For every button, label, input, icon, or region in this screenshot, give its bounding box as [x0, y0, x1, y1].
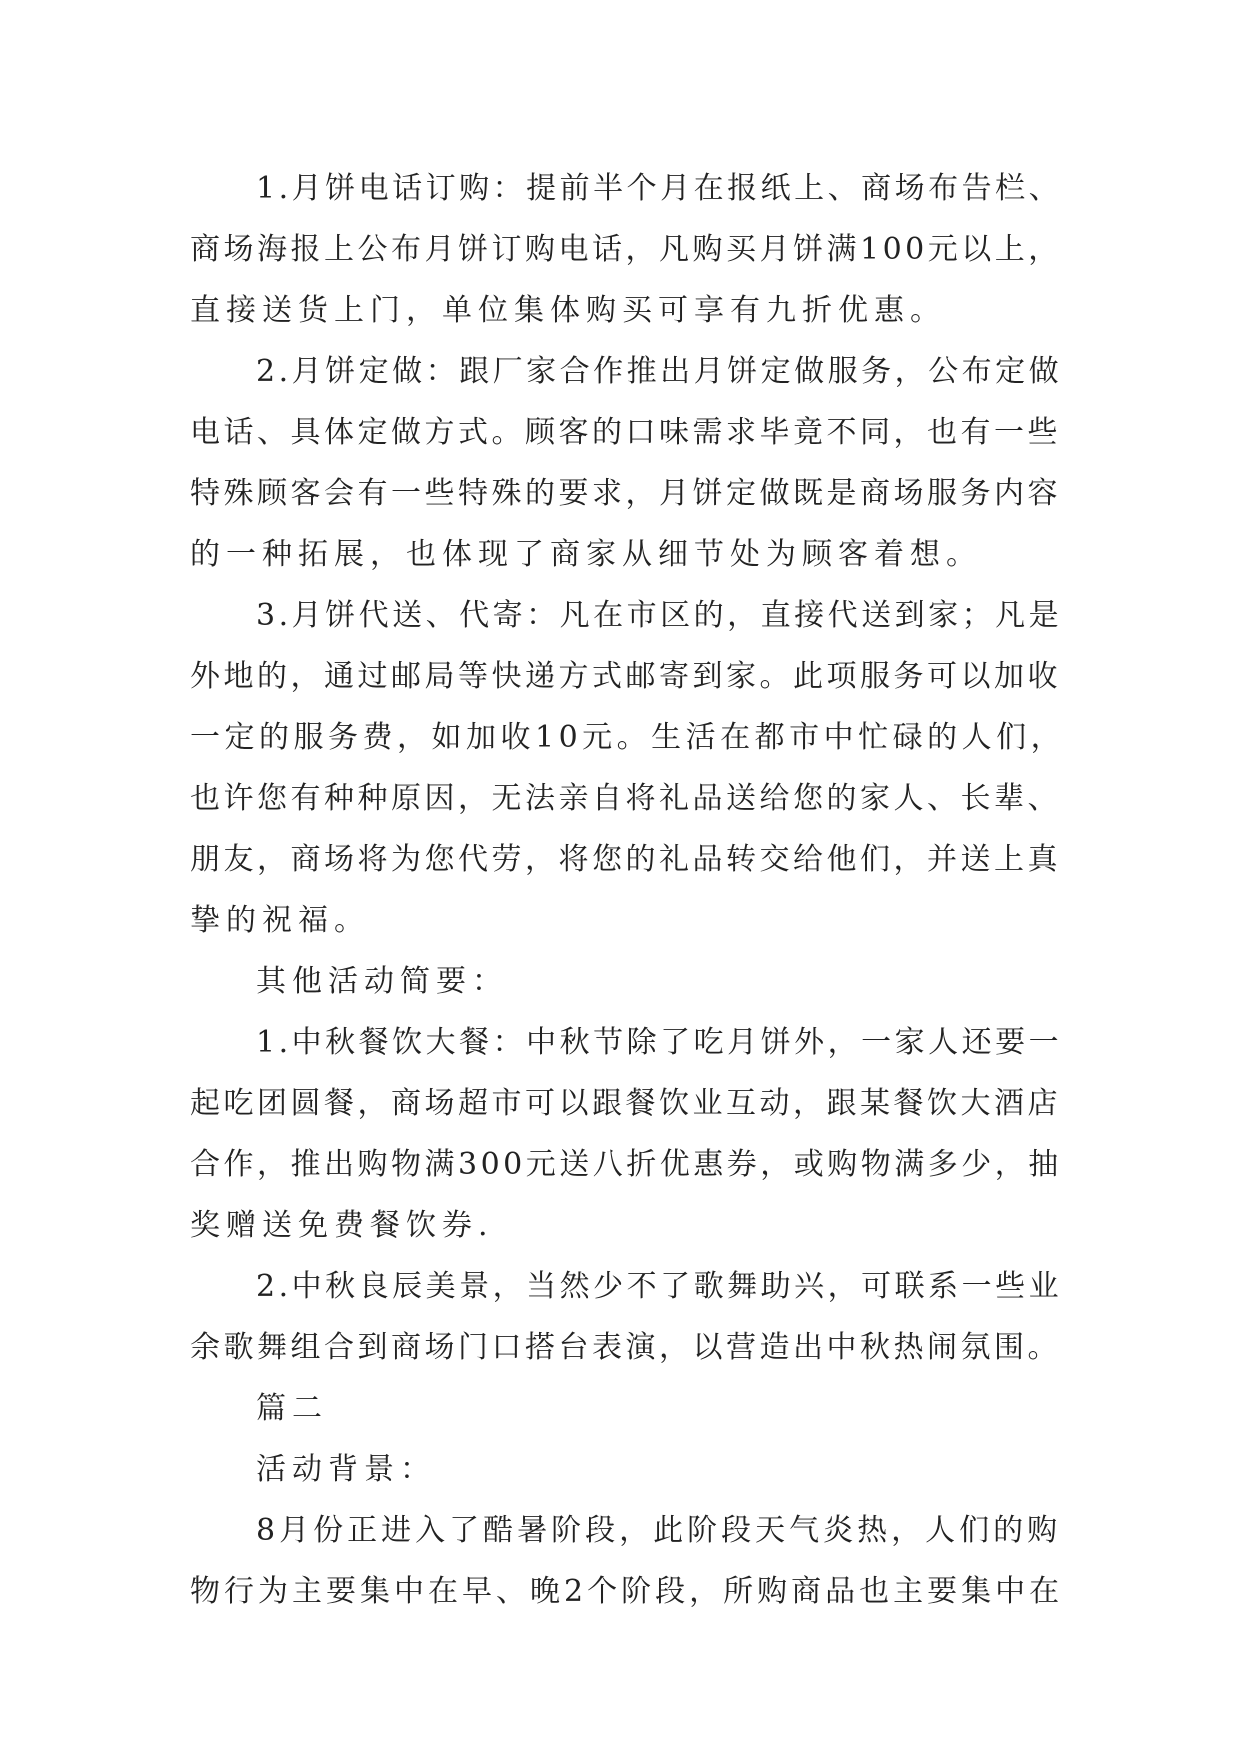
text-line: 3.月饼代送、代寄：凡在市区的，直接代送到家；凡是 [256, 598, 1063, 633]
text-line: 起吃团圆餐，商场超市可以跟餐饮业互动，跟某餐饮大酒店 [190, 1086, 1061, 1121]
text-line: 也许您有种种原因，无法亲自将礼品送给您的家人、长辈、 [190, 781, 1061, 816]
text-line: 朋友，商场将为您代劳，将您的礼品转交给他们，并送上真 [190, 842, 1061, 877]
text-line: 余歌舞组合到商场门口搭台表演，以营造出中秋热闹氛围。 [190, 1330, 1061, 1365]
text-line: 活动背景： [256, 1452, 436, 1487]
text-line: 电话、具体定做方式。顾客的口味需求毕竟不同，也有一些 [190, 415, 1061, 450]
text-line: 物行为主要集中在早、晚2个阶段，所购商品也主要集中在 [190, 1574, 1064, 1609]
text-line: 其他活动简要： [256, 964, 508, 999]
text-line: 合作，推出购物满300元送八折优惠券，或购物满多少，抽 [190, 1147, 1062, 1182]
text-line: 2.月饼定做：跟厂家合作推出月饼定做服务，公布定做 [256, 354, 1063, 389]
text-line: 外地的，通过邮局等快递方式邮寄到家。此项服务可以加收 [190, 659, 1061, 694]
text-line: 特殊顾客会有一些特殊的要求，月饼定做既是商场服务内容 [190, 476, 1061, 511]
text-line: 直接送货上门，单位集体购买可享有九折优惠。 [190, 293, 946, 328]
text-line: 篇二 [256, 1391, 328, 1426]
text-line: 奖赠送免费餐饮券. [190, 1208, 494, 1243]
text-line: 的一种拓展，也体现了商家从细节处为顾客着想。 [190, 537, 982, 572]
document-body [190, 158, 1070, 1622]
text-line: 商场海报上公布月饼订购电话，凡购买月饼满100元以上， [190, 232, 1062, 267]
text-line: 8月份正进入了酷暑阶段，此阶段天气炎热，人们的购 [256, 1513, 1062, 1548]
text-line: 1.月饼电话订购：提前半个月在报纸上、商场布告栏、 [256, 171, 1063, 206]
text-line: 2.中秋良辰美景，当然少不了歌舞助兴，可联系一些业 [256, 1269, 1063, 1304]
text-line: 一定的服务费，如加收10元。生活在都市中忙碌的人们， [190, 720, 1066, 755]
text-line: 挚的祝福。 [190, 903, 370, 938]
text-line: 1.中秋餐饮大餐：中秋节除了吃月饼外，一家人还要一 [256, 1025, 1063, 1060]
